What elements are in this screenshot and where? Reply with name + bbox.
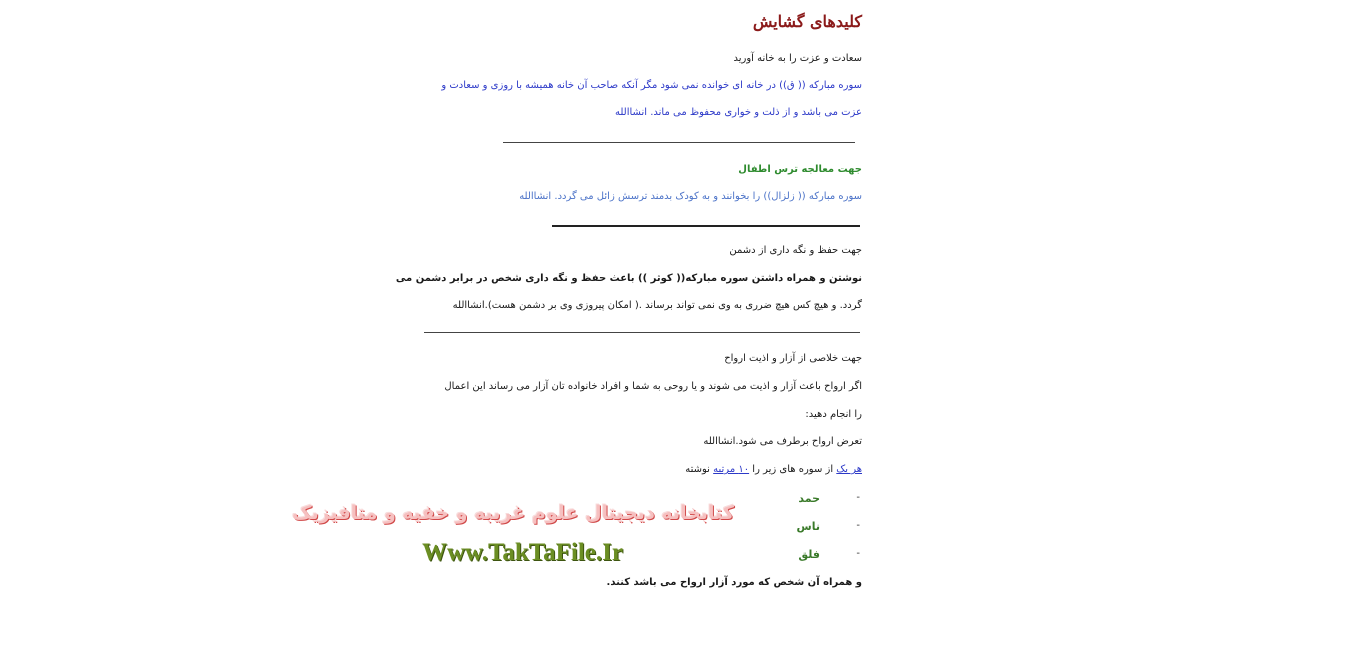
section2-line1: سوره مبارکه (( زلزال)) را بخوانند و به کودک بدمند ترسش زائل می گردد. انشاالله <box>519 191 862 202</box>
section3-line1: نوشتن و همراه داشتن سوره مبارکه(( کوثر )) باعث حفظ و نگه داری شخص در برابر دشمن می <box>395 273 862 284</box>
section2-heading: جهت معالجه ترس اطفال <box>738 164 862 175</box>
from-surahs-text: از سوره های زیر را <box>749 464 837 475</box>
watermark-url-logo: Www.TakTaFile.Ir <box>422 539 623 566</box>
section1-line1: سوره مبارکه (( ق)) در خانه ای خوانده نمی شود مگر آنکه صاحب آن خانه همیشه با روزی و سعادت و <box>441 80 862 91</box>
written-text: نوشته <box>685 464 714 475</box>
document-title: کلیدهای گشایش <box>752 12 862 31</box>
intro-text: سعادت و عزت را به خانه آورید <box>733 53 862 64</box>
section4-heading: جهت خلاصی از آزار و اذیت ارواح <box>724 353 862 364</box>
separator-2 <box>552 225 860 227</box>
list-bullet: - <box>856 548 860 559</box>
section4-closing: و همراه آن شخص که مورد آزار ارواح می باشد کنند. <box>606 577 862 588</box>
separator-3 <box>424 332 860 333</box>
list-item-nas: ناس <box>796 520 820 533</box>
section1-line2: عزت می باشد و از ذلت و خواری محفوظ می ماند. انشاالله <box>615 107 862 118</box>
separator-1 <box>503 142 855 143</box>
section4-line1: اگر ارواح باعث آزار و اذیت می شوند و یا روحی به شما و افراد خانواده تان آزار می رساند این اعمال <box>444 381 862 392</box>
section4-line2: را انجام دهید: <box>805 409 862 420</box>
watermark-persian-logo: کتابخانه دیجیتال علوم غریبه و خفیه و متافیزیک <box>292 502 734 524</box>
section4-line3: تعرض ارواح برطرف می شود.انشاالله <box>703 436 862 447</box>
section3-line2: گردد. و هیچ کس هیچ ضرری به وی نمی تواند برساند .( امکان پیروزی وی بر دشمن هست).انشاالله <box>452 300 862 311</box>
section3-heading: جهت حفظ و نگه داری از دشمن <box>729 245 862 256</box>
section4-line4 <box>685 463 862 477</box>
list-bullet: - <box>856 492 860 503</box>
ten-times-text: ۱۰ مرتبه <box>713 464 750 475</box>
list-item-falaq: فلق <box>798 548 820 561</box>
list-bullet: - <box>856 520 860 531</box>
each-one-text: هر یک <box>836 464 862 475</box>
list-item-hamd: حمد <box>798 492 820 505</box>
